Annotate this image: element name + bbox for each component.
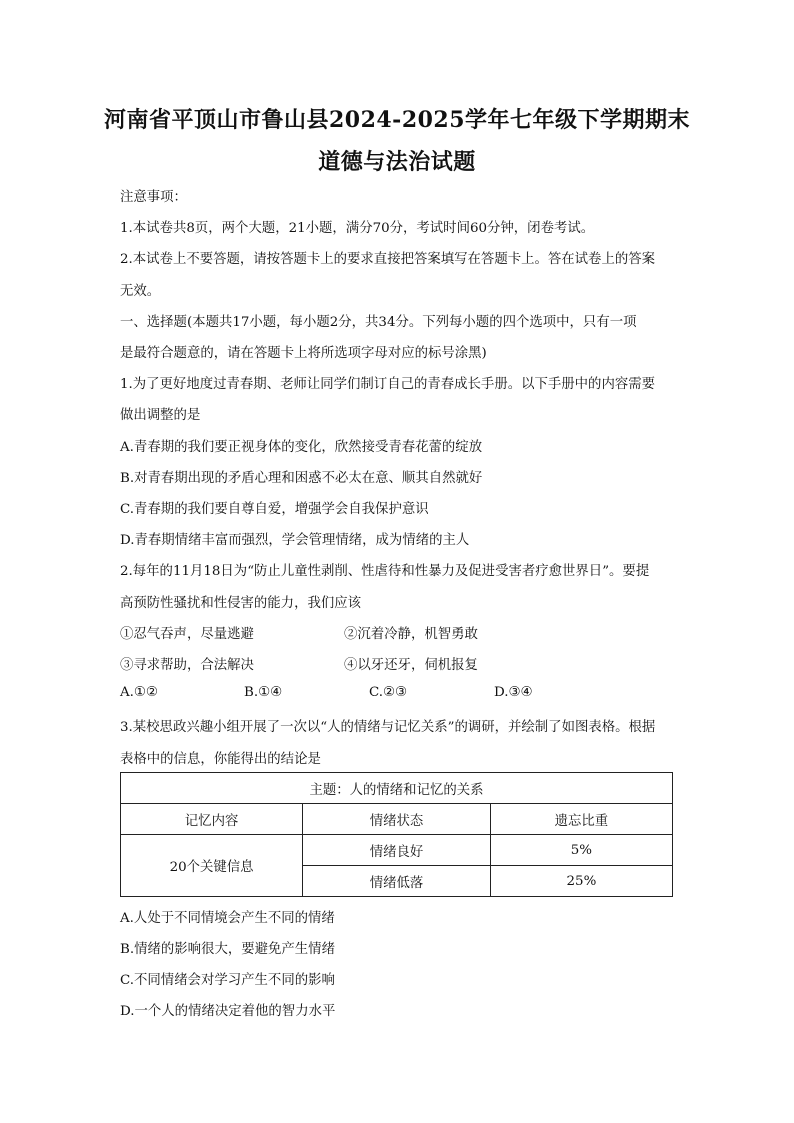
q2-option-d: D.③④ (494, 685, 533, 700)
emotion-memory-table (120, 772, 673, 897)
memory-content-cell: 20个关键信息 (121, 835, 303, 897)
q1-option-d: D.青春期情绪丰富而强烈，学会管理情绪，成为情绪的主人 (120, 533, 470, 548)
q3-option-d: D.一个人的情绪决定着他的智力水平 (120, 1004, 336, 1019)
note-2-line2: 无效。 (120, 284, 161, 299)
q1-option-c: C.青春期的我们要自尊自爱，增强学会自我保护意识 (120, 502, 429, 517)
emotion-state-cell: 情绪低落 (303, 866, 491, 897)
notes-heading: 注意事项： (120, 190, 187, 205)
q2-item-3: ③寻求帮助，合法解决 (120, 658, 254, 673)
q3-option-c: C.不同情绪会对学习产生不同的影响 (120, 973, 335, 988)
q1-option-a: A.青春期的我们要正视身体的变化，欣然接受青春花蕾的绽放 (120, 440, 483, 455)
exam-title-line1: 河南省平顶山市鲁山县2024-2025学年七年级下学期期末 (103, 107, 691, 133)
q3-stem-line1: 3.某校思政兴趣小组开展了一次以“人的情绪与记忆关系”的调研，并绘制了如图表格。根据 (120, 720, 656, 735)
q2-item-1: ①忍气吞声，尽量逃避 (120, 627, 254, 642)
q2-option-c: C.②③ (369, 685, 408, 700)
header-emotion-state: 情绪状态 (303, 804, 491, 835)
table-topic: 主题：人的情绪和记忆的关系 (121, 773, 673, 804)
table-topic-row (121, 773, 673, 804)
q2-option-a: A.①② (120, 685, 158, 700)
q2-item-2: ②沉着冷静，机智勇敢 (344, 627, 478, 642)
q1-stem-line1: 1.为了更好地度过青春期、老师让同学们制订自己的青春成长手册。以下手册中的内容需要 (120, 377, 656, 392)
section-heading-line1: 一、选择题(本题共17小题，每小题2分，共34分。下列每小题的四个选项中，只有一项 (120, 315, 637, 330)
forget-ratio-cell: 25% (490, 866, 672, 897)
header-forget-ratio: 遗忘比重 (490, 804, 672, 835)
q3-stem-line2: 表格中的信息，你能得出的结论是 (120, 752, 321, 767)
q2-stem-line2: 高预防性骚扰和性侵害的能力，我们应该 (120, 596, 362, 611)
q1-stem-line2: 做出调整的是 (120, 408, 201, 423)
q3-option-b: B.情绪的影响很大，要避免产生情绪 (120, 942, 335, 957)
q1-option-b: B.对青春期出现的矛盾心理和困惑不必太在意、顺其自然就好 (120, 471, 483, 486)
forget-ratio-cell: 5% (490, 835, 672, 866)
section-heading-line2: 是最符合题意的，请在答题卡上将所选项字母对应的标号涂黑) (120, 346, 487, 361)
header-memory-content: 记忆内容 (121, 804, 303, 835)
q3-option-a: A.人处于不同情境会产生不同的情绪 (120, 911, 335, 926)
emotion-state-cell: 情绪良好 (303, 835, 491, 866)
q2-stem-line1: 2.每年的11月18日为“防止儿童性剥削、性虐待和性暴力及促进受害者疗愈世界日”。要提 (120, 564, 650, 579)
table-header-row (121, 804, 673, 835)
note-1: 1.本试卷共8页，两个大题，21小题，满分70分，考试时间60分钟，闭卷考试。 (120, 221, 595, 236)
q2-item-4: ④以牙还牙，伺机报复 (344, 658, 478, 673)
exam-title-line2: 道德与法治试题 (318, 149, 476, 175)
table-row (121, 835, 673, 866)
q2-option-b: B.①④ (244, 685, 283, 700)
note-2-line1: 2.本试卷上不要答题，请按答题卡上的要求直接把答案填写在答题卡上。答在试卷上的答案 (120, 252, 656, 267)
